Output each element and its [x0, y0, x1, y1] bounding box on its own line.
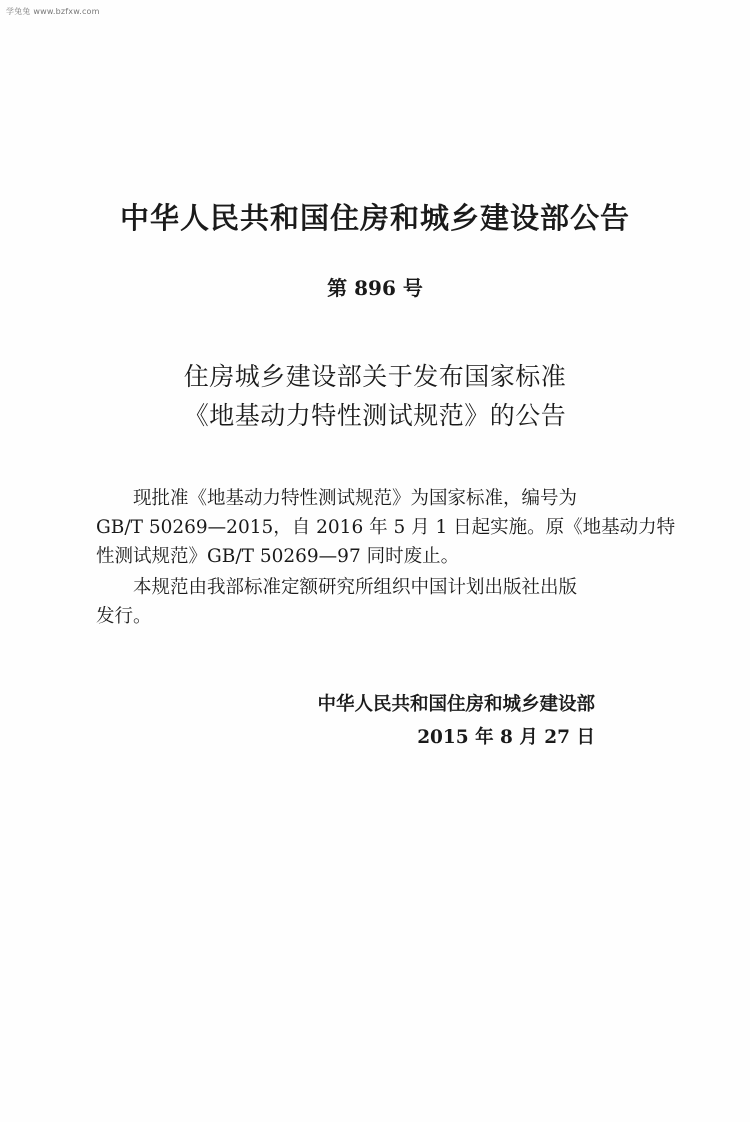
body-paragraph-2-line-1: 本规范由我部标准定额研究所组织中国计划出版社出版 — [96, 577, 578, 598]
subtitle-line-2: 《地基动力特性测试规范》的公告 — [183, 401, 567, 430]
announcement-number: 第 896 号 — [327, 276, 423, 300]
body-paragraph-1-line-1: 现批准《地基动力特性测试规范》为国家标准，编号为 — [96, 488, 578, 509]
body-paragraph-1-line-2: GB/T 50269—2015，自 2016 年 5 月 1 日起实施。原《地基动力特 — [96, 517, 676, 538]
page-title: 中华人民共和国住房和城乡建设部公告 — [119, 201, 630, 235]
body-paragraph-1-line-3: 性测试规范》GB/T 50269—97 同时废止。 — [96, 546, 460, 567]
subtitle-line-1: 住房城乡建设部关于发布国家标准 — [183, 362, 567, 391]
issue-date: 2015 年 8 月 27 日 — [417, 727, 595, 748]
watermark-text: 学兔兔 www.bzfxw.com — [6, 7, 100, 16]
body-paragraph-2-line-2: 发行。 — [96, 606, 152, 627]
issuer-signature: 中华人民共和国住房和城乡建设部 — [317, 694, 595, 715]
